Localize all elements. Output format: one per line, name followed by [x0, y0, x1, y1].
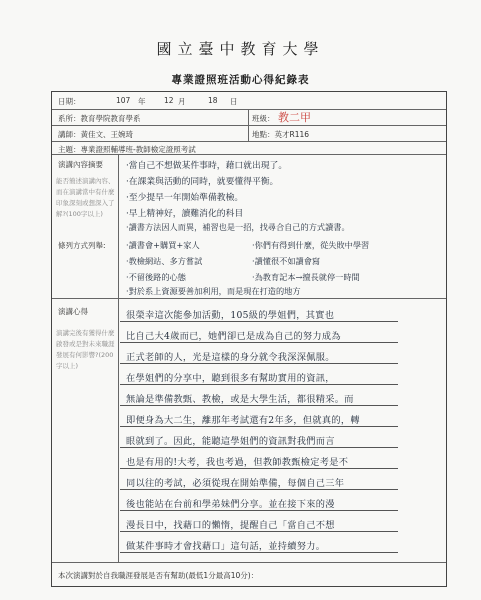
summary-format-label: 條列方式列舉: [58, 241, 106, 250]
summary-note: ·當自己不想做某件事時，藉口就出現了。 [126, 161, 288, 171]
department-field: 系所：教育學院教育學系 [58, 114, 141, 123]
reflection-prompt: 演講完後有獲得什麼啟發或是對未來職涯發展有何影響?(200字以上) [56, 329, 115, 370]
date-day: 18 [208, 96, 218, 105]
class-label: 班級： [252, 114, 275, 123]
reflection-line: 正式老師的人，光是這樣的身分就令我深深佩服。 [126, 352, 335, 363]
reflection-label: 演講心得 [58, 307, 88, 316]
reflection-line: 漫長日中，找藉口的懶惰，提醒自己「當自己不想 [126, 520, 335, 531]
date-year: 107 [116, 96, 131, 105]
tip-left: ·教檢網站、多方嘗試 [126, 256, 203, 266]
tip-left: ·讀書會+購買+家人 [126, 240, 200, 250]
summary-note: ·讀書方法因人而異，補習也是一招，找尋合自己的方式讀書。 [126, 222, 350, 232]
reflection-line: 做某件事時才會找藉口」這句話，並持續努力。 [126, 541, 326, 552]
reflection-line: 同以往的考試，必須從現在開始準備，每個自己三年 [126, 478, 345, 489]
reflection-line: 無論是準備教甄、教檢，或是大學生活，都很精采。而 [126, 394, 354, 405]
tip-right: ·讀懂很不如讀會寫 [252, 256, 321, 266]
summary-closing: ·對於系上資源要善加利用，而是現在打造的地方 [126, 286, 301, 296]
summary-prompt: 能否簡述演講內容、而在演講當中有什麼印象深刻或想深入了解?(100字以上) [56, 177, 115, 218]
tip-left: ·不留後路的心態 [126, 272, 186, 282]
rating-question: 本次演講對於自我職涯發展是否有幫助(最低1分最高10分)： [58, 571, 259, 580]
tip-right: ·你們有得到什麼，從失敗中學習 [252, 240, 370, 250]
location-field: 地點：英才R116 [252, 130, 310, 139]
class-value: 教二甲 [278, 111, 311, 124]
tip-right: ·為教育記本→擅長就停一時間 [252, 272, 360, 282]
summary-note: ·在課業與活動的同時，就要懂得平衡。 [126, 177, 279, 187]
form-title: 專業證照班活動心得紀錄表 [171, 74, 310, 86]
summary-note: ·早上精神好，讀難消化的科目 [126, 209, 244, 219]
reflection-line: 眼就到了。因此，能聽這學姐們的資訊對我們而言 [126, 436, 335, 447]
summary-note: ·至少提早一年開始準備教檢。 [126, 193, 244, 203]
summary-label: 演講內容摘要 [58, 160, 103, 169]
record-table [51, 91, 447, 587]
reflection-line: 很榮幸這次能參加活動，105級的學姐們，其實也 [126, 310, 335, 321]
reflection-line: 比自己大4歲而已，她們卻已是成為自己的努力成為 [126, 331, 341, 342]
topic-field: 主題：專業證照輔導班-教師檢定證照考試 [58, 145, 196, 154]
reflection-line: 後也能站在台前和學弟妹們分享。並在接下來的漫 [126, 499, 335, 510]
date-month-unit: 月 [178, 97, 186, 106]
lecturer-field: 講師：黃佳文、王婉琦 [58, 130, 133, 139]
reflection-line: 在學姐們的分享中，聽到很多有幫助實用的資訊， [126, 373, 335, 384]
date-year-unit: 年 [138, 97, 146, 106]
university-name: 國立臺中教育大學 [156, 40, 325, 58]
reflection-line: 即便身為大二生，離那年考試還有2年多，但就真的，轉 [126, 415, 360, 426]
date-label: 日期： [58, 97, 81, 106]
date-month: 12 [164, 96, 174, 105]
reflection-line: 也是有用的!大考，我也考過，但教師教甄檢定考是不 [126, 457, 349, 468]
date-day-unit: 日 [230, 97, 238, 106]
